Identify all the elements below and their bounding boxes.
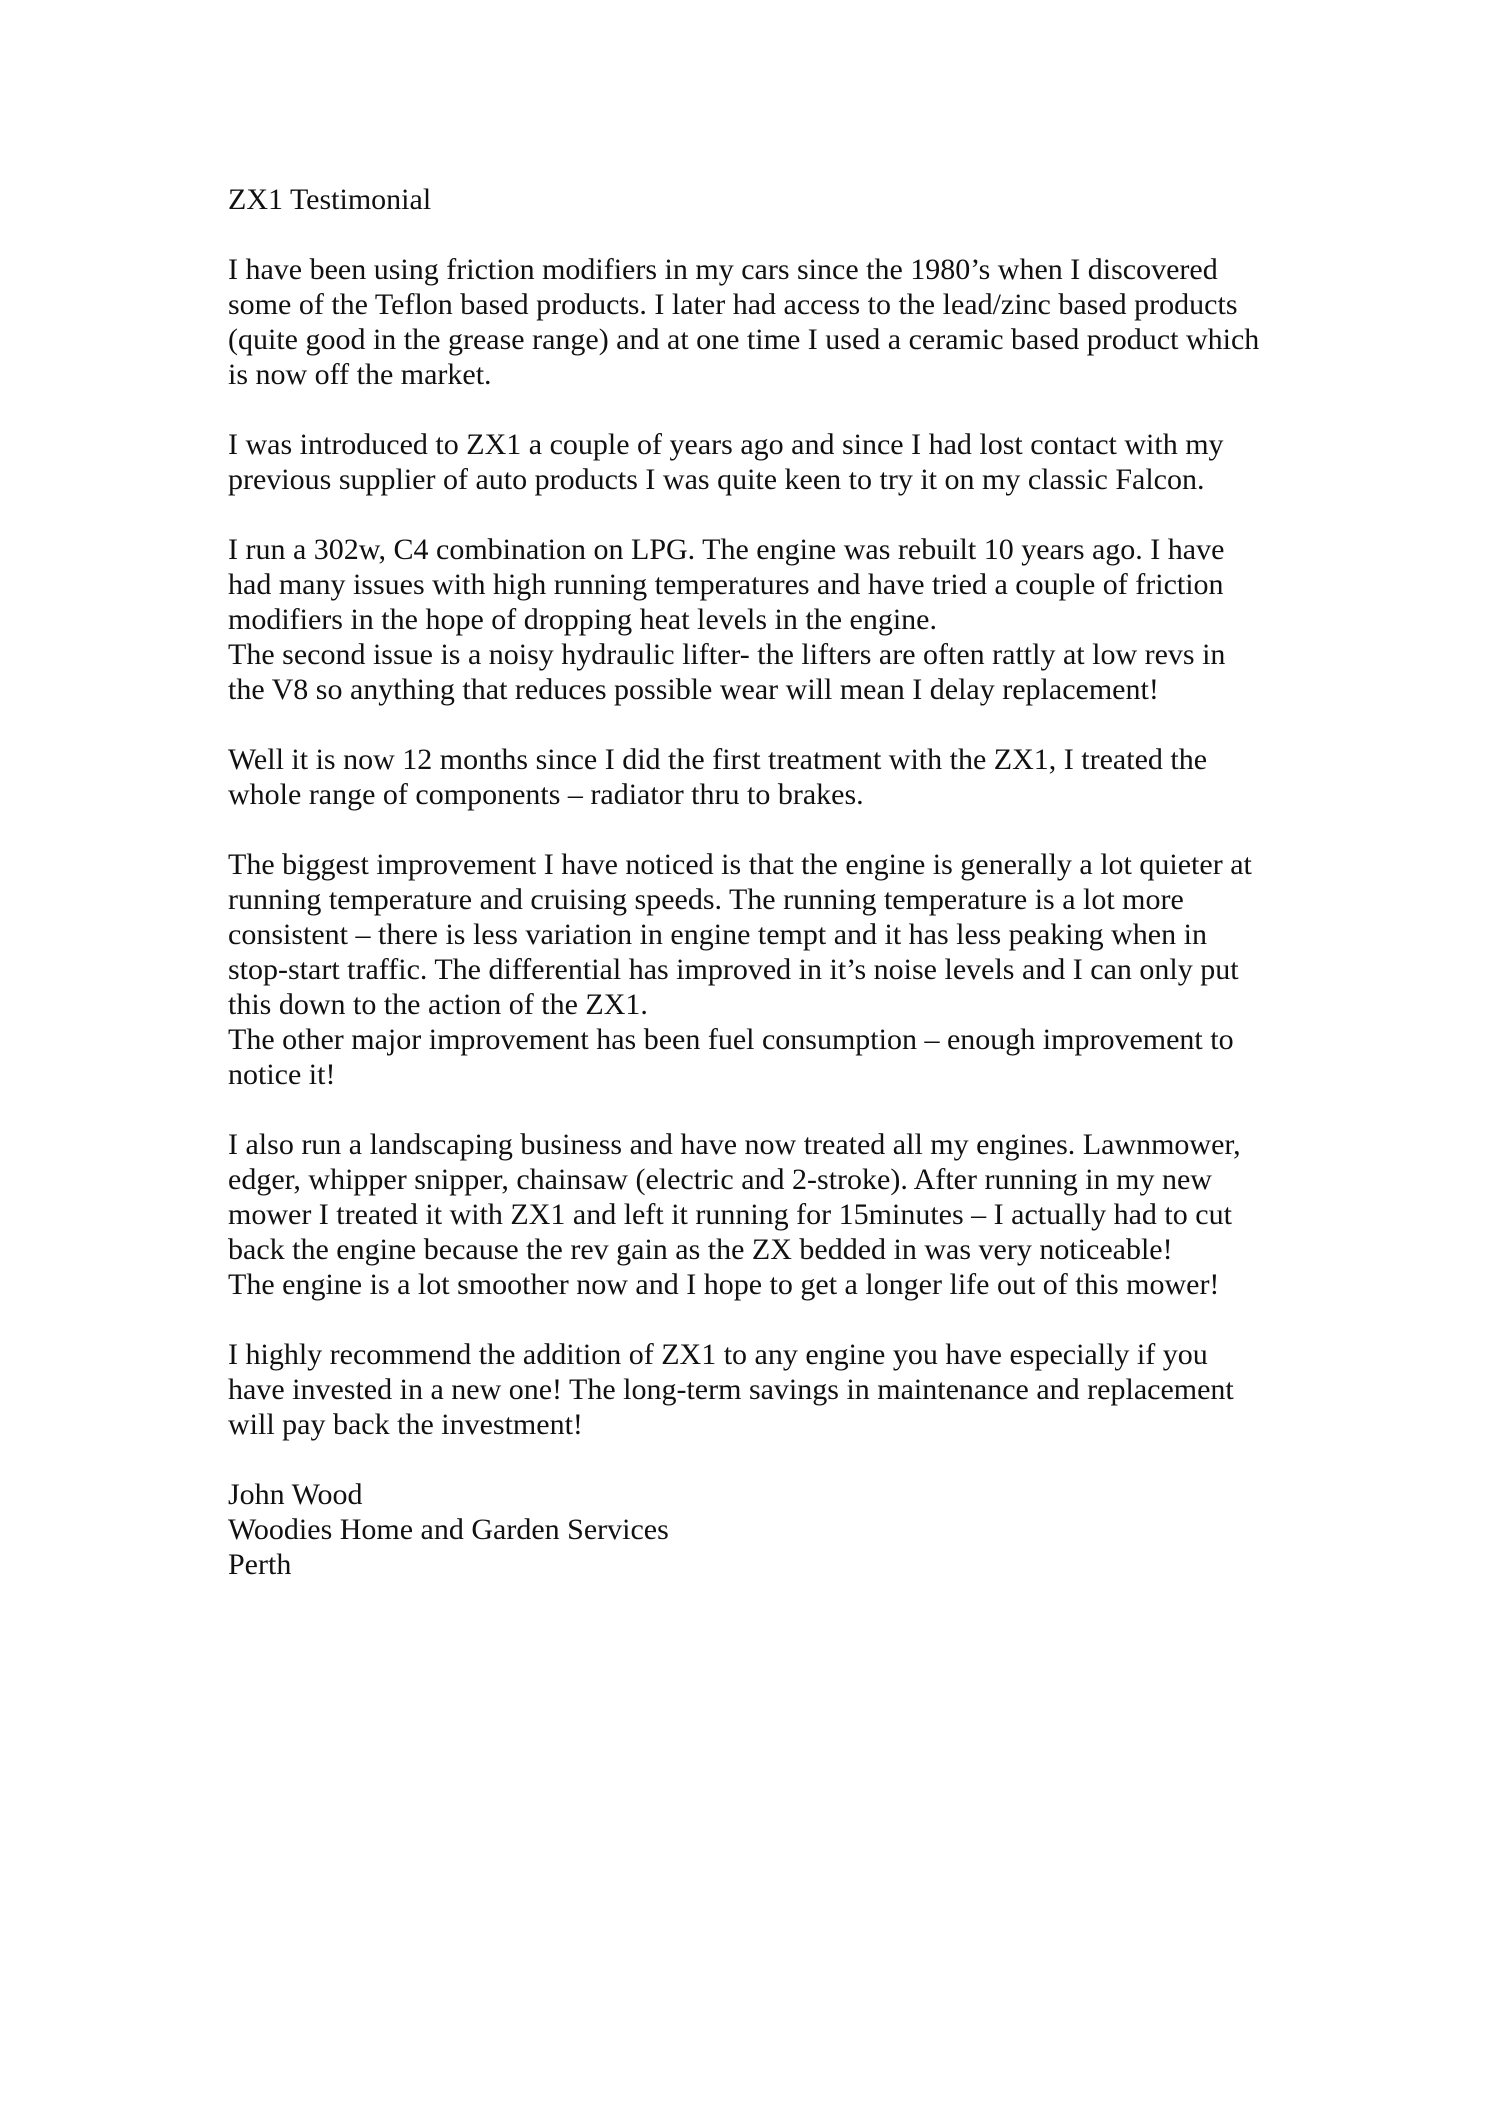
paragraph-line: I highly recommend the addition of ZX1 to any engine you have especially if you [228, 1338, 1208, 1371]
paragraph-line: Well it is now 12 months since I did the first treatment with the ZX1, I treated the [228, 743, 1208, 776]
paragraph-history [228, 252, 1348, 392]
paragraph-spacer [228, 392, 1348, 427]
paragraph-line: I also run a landscaping business and have now treated all my engines. Lawnmower, [228, 1128, 1241, 1161]
paragraph-line: previous supplier of auto products I was quite keen to try it on my classic Falcon. [228, 463, 1205, 496]
paragraph-spacer [228, 1092, 1348, 1127]
paragraph-spacer [228, 497, 1348, 532]
paragraph-line: The second issue is a noisy hydraulic lifter- the lifters are often rattly at low revs in [228, 638, 1226, 671]
paragraph-line: will pay back the investment! [228, 1408, 583, 1441]
paragraph-line: whole range of components – radiator thru to brakes. [228, 778, 864, 811]
signature-company: Woodies Home and Garden Services [228, 1513, 669, 1546]
paragraph-spacer [228, 1442, 1348, 1477]
paragraph-line: I have been using friction modifiers in my cars since the 1980’s when I discovered [228, 253, 1218, 286]
document-title: ZX1 Testimonial [228, 183, 432, 216]
paragraph-spacer [228, 812, 1348, 847]
paragraph-line: running temperature and cruising speeds. The running temperature is a lot more [228, 883, 1184, 916]
paragraph-line: The other major improvement has been fuel consumption – enough improvement to [228, 1023, 1234, 1056]
paragraph-recommendation [228, 1337, 1348, 1442]
paragraph-line: had many issues with high running temperatures and have tried a couple of friction [228, 568, 1224, 601]
paragraph-line: The biggest improvement I have noticed is that the engine is generally a lot quieter at [228, 848, 1252, 881]
paragraph-spacer [228, 707, 1348, 742]
paragraph-spacer [228, 217, 1348, 252]
paragraph-line: back the engine because the rev gain as the ZX bedded in was very noticeable! [228, 1233, 1173, 1266]
paragraph-landscaping [228, 1127, 1348, 1302]
signature-name: John Wood [228, 1478, 363, 1511]
paragraph-line: some of the Teflon based products. I later had access to the lead/zinc based products [228, 288, 1238, 321]
paragraph-treatment [228, 742, 1348, 812]
paragraph-line: I was introduced to ZX1 a couple of years ago and since I had lost contact with my [228, 428, 1224, 461]
paragraph-line: this down to the action of the ZX1. [228, 988, 648, 1021]
paragraph-line: I run a 302w, C4 combination on LPG. The engine was rebuilt 10 years ago. I have [228, 533, 1225, 566]
paragraph-line: modifiers in the hope of dropping heat levels in the engine. [228, 603, 937, 636]
document-body [228, 182, 1348, 1582]
paragraph-introduction [228, 427, 1348, 497]
paragraph-improvements [228, 847, 1348, 1092]
paragraph-engine-issues [228, 532, 1348, 707]
signature-city: Perth [228, 1548, 292, 1581]
paragraph-line: notice it! [228, 1058, 336, 1091]
paragraph-line: stop-start traffic. The differential has improved in it’s noise levels and I can only put [228, 953, 1239, 986]
paragraph-line: (quite good in the grease range) and at one time I used a ceramic based product which [228, 323, 1260, 356]
paragraph-line: have invested in a new one! The long-term savings in maintenance and replacement [228, 1373, 1234, 1406]
paragraph-line: edger, whipper snipper, chainsaw (electric and 2-stroke). After running in my new [228, 1163, 1212, 1196]
paragraph-line: consistent – there is less variation in engine tempt and it has less peaking when in [228, 918, 1207, 951]
paragraph-line: The engine is a lot smoother now and I hope to get a longer life out of this mower! [228, 1268, 1220, 1301]
paragraph-line: the V8 so anything that reduces possible wear will mean I delay replacement! [228, 673, 1159, 706]
paragraph-spacer [228, 1302, 1348, 1337]
paragraph-line: is now off the market. [228, 358, 492, 391]
paragraph-line: mower I treated it with ZX1 and left it running for 15minutes – I actually had to cut [228, 1198, 1232, 1231]
signature-block [228, 1477, 1348, 1582]
